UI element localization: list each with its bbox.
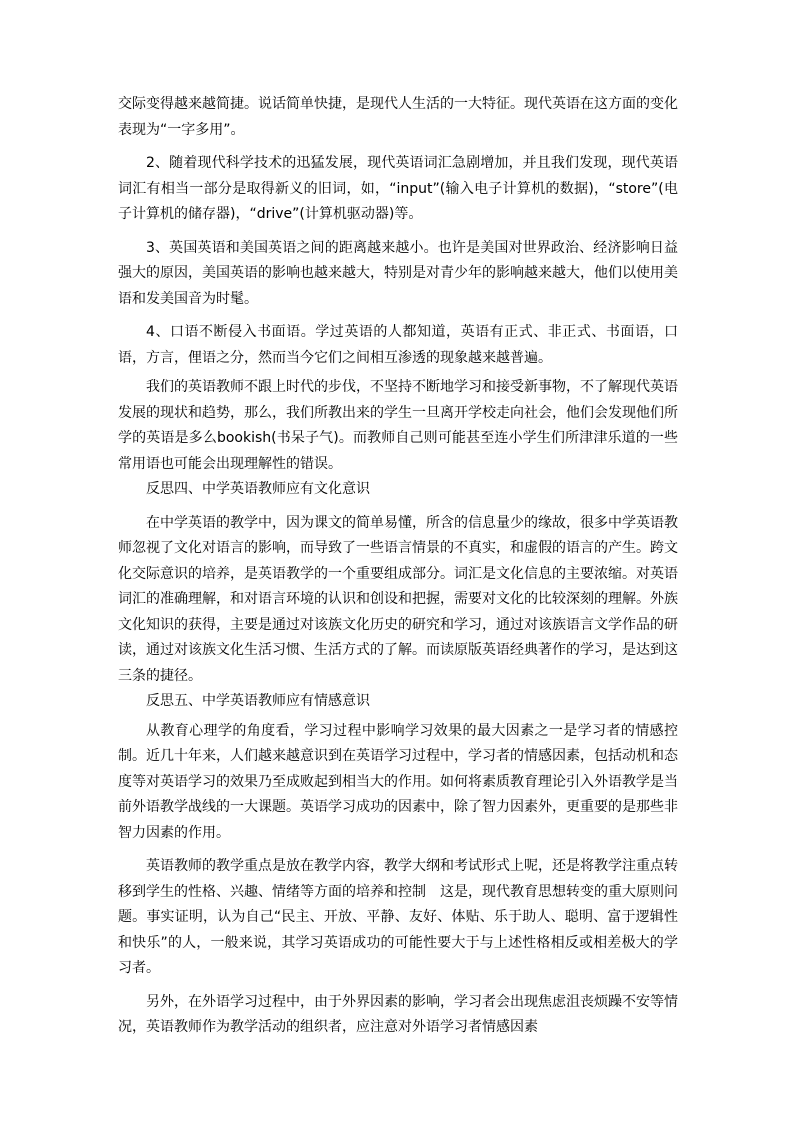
paragraph-point-2: 2、随着现代科学技术的迅猛发展，现代英语词汇急剧增加，并且我们发现，现代英语词汇有相当一部分是取得新义的旧词，如，“input”(输入电子计算机的数据)，“store”(电子计算机的储存器)，“drive”(计算机驱动器)等。	[118, 155, 678, 222]
paragraph-culture: 在中学英语的教学中，因为课文的简单易懂，所含的信息量少的缘故，很多中学英语教师忽视了文化对语言的影响，而导致了一些语言情景的不真实，和虚假的语言的产生。跨文化交际意识的培养，是英语教学的一个重要组成部分。词汇是文化信息的主要浓缩。对英语词汇的准确理解，和对语言环境的认识和创设和把握，需要对文化的比较深刻的理解。外族文化知识的获得，主要是通过对该族文化历史的研究和学习，通过对该族语言文学作品的研读，通过对该族文化生活习惯、生活方式的了解。而读原版英语经典著作的学习，是达到这三条的捷径。	[118, 514, 678, 684]
paragraph-teaching-focus: 英语教师的教学重点是放在教学内容，教学大纲和考试形式上呢，还是将教学注重点转移到学生的性格、兴趣、情绪等方面的培养和控制 这是，现代教育思想转变的重大原则问题。事实证明，认为自己“民主、开放、平静、友好、体贴、乐于助人、聪明、富于逻辑性和快乐”的人，一般来说，其学习英语成功的可能性要大于与上述性格相反或相差极大的学习者。	[118, 858, 678, 976]
paragraph-additional: 另外，在外语学习过程中，由于外界因素的影响，学习者会出现焦虑沮丧烦躁不安等情况，英语教师作为教学活动的组织者，应注意对外语学习者情感因素	[118, 993, 678, 1035]
section-heading-emotion: 反思五、中学英语教师应有情感意识	[146, 693, 370, 709]
paragraph-teacher-update: 我们的英语教师不跟上时代的步伐，不坚持不断地学习和接受新事物，不了解现代英语发展的现状和趋势，那么，我们所教出来的学生一旦离开学校走向社会，他们会发现他们所学的英语是多么bookish(书呆子气)。而教师自己则可能甚至连小学生们所津津乐道的一些常用语也可能会出现理解性的错误。	[118, 379, 678, 472]
paragraph-continuation: 交际变得越来越简捷。说话简单快捷，是现代人生活的一大特征。现代英语在这方面的变化表现为“一字多用”。	[118, 96, 678, 138]
section-heading-culture: 反思四、中学英语教师应有文化意识	[146, 481, 370, 497]
paragraph-point-3: 3、英国英语和美国英语之间的距离越来越小。也许是美国对世界政治、经济影响日益强大的原因，美国英语的影响也越来越大，特别是对青少年的影响越来越大，他们以使用美语和发美国音为时髦。	[118, 239, 678, 307]
document-page	[118, 92, 678, 1041]
paragraph-point-4: 4、口语不断侵入书面语。学过英语的人都知道，英语有正式、非正式、书面语，口语，方言，俚语之分，然而当今它们之间相互渗透的现象越来越普遍。	[118, 324, 678, 366]
paragraph-emotion-psychology: 从教育心理学的角度看，学习过程中影响学习效果的最大因素之一是学习者的情感控制。近几十年来，人们越来越意识到在英语学习过程中，学习者的情感因素，包括动机和态度等对英语学习的效果乃至成败起到相当大的作用。如何将素质教育理论引入外语教学是当前外语教学战线的一大课题。英语学习成功的因素中，除了智力因素外，更重要的是那些非智力因素的作用。	[118, 722, 678, 841]
